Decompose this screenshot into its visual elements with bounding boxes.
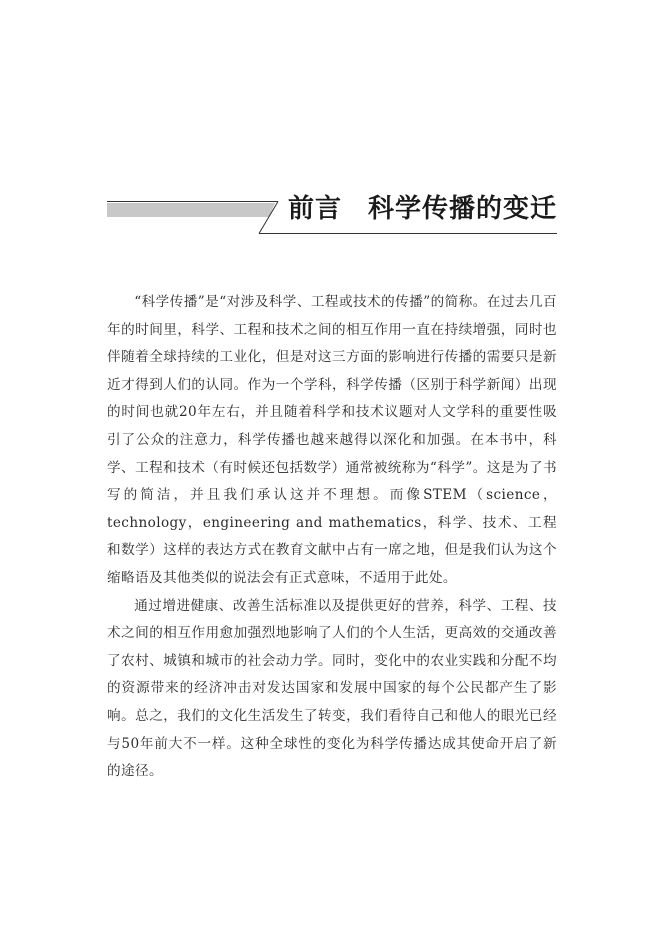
chapter-header: [107, 190, 557, 238]
chapter-label: 前言: [287, 194, 342, 224]
chapter-title: [288, 192, 557, 226]
header-gray-band: [107, 203, 275, 217]
paragraph: 通过增进健康、改善生活标准以及提供更好的营养，科学、工程、技术之间的相互作用愈加强烈地影响了人们的个人生活，更高效的交通改善了农村、城镇和城市的社会动力学。同时，变化中的农业实践和分配不均的资源带来的经济冲击对发达国家和发展中国家的每个公民都产生了影响。总之，我们的文化生活发生了转变，我们看待自己和他人的眼光已经与50年前大不一样。这种全球性的变化为科学传播达成其使命开启了新的途径。: [107, 597, 557, 780]
paragraph: “科学传播”是“对涉及科学、工程或技术的传播”的简称。在过去几百年的时间里，科学、工程和技术之间的相互作用一直在持续增强，同时也伴随着全球持续的工业化，但是对这三方面的影响进行传播的需要只是新近才得到人们的认同。作为一个学科，科学传播（区别于科学新闻）出现的时间也就20年左右，并且随着科学和技术议题对人文学科的重要性吸引了公众的注意力，科学传播也越来越得以深化和加强。在本书中，科学、工程和技术（有时候还包括数学）通常被统称为“科学”。这是为了书写的简洁，并且我们承认这并不理想。而像STEM（science，technology，engineering and mathematics，科学、技术、工程和数学）这样的表达方式在教育文献中占有一席之地，但是我们认为这个缩略语及其他类似的说法会有正式意味，不适用于此处。: [107, 294, 557, 586]
body-text: [107, 289, 557, 786]
chapter-name: 科学传播的变迁: [367, 194, 557, 224]
